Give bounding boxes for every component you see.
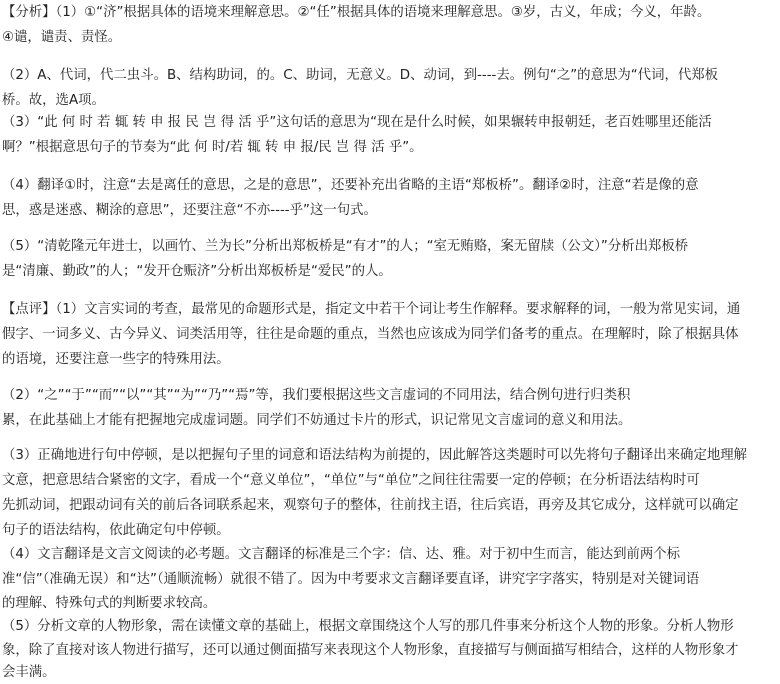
analysis-q5-line-2: 是“清廉、勤政”的人；“发开仓赈济”分析出郑板桥是“爱民”的人。 [2, 264, 392, 279]
comment-p3-line-3: 先抓动词，把跟动词有关的前后各词联系起来，观察句子的整体，往前找主语，往后宾语，再旁及其它成分，这样就可以确定 [2, 498, 739, 513]
comment-p5-line-2: 象，除了直接对该人物进行描写，还可以通过侧面描写来表现这个人物形象，直接描写与侧面描写相结合，这样的人物形象才 [2, 643, 739, 658]
analysis-q2-line-1: （2）A、代词，代二虫斗。B、结构助词，的。C、助词，无意义。D、动词，到----去。例句“之”的意思为“代词，代郑板 [2, 68, 719, 83]
analysis-q1-line-2: ④谴，谴责、责怪。 [2, 30, 122, 45]
comment-p4-line-3: 的理解、特殊句式的判断要求较高。 [2, 596, 217, 611]
comment-p4-line-1: （4）文言翻译是文言文阅读的必考题。文言翻译的标准是三个字：信、达、雅。对于初中生而言，能达到前两个标 [2, 547, 681, 562]
comment-p1-line-2: 假字、一词多义、古今异义、词类活用等，往往是命题的重点，当然也应该成为同学们备考的重点。在理解时，除了根据具体 [2, 327, 739, 342]
comment-p3-line-1: （3）正确地进行句中停顿，是以把握句子里的词意和语法结构为前提的，因此解答这类题时可以先将句子翻译出来确定地理解 [2, 448, 747, 463]
analysis-q4-line-2: 思，惑是迷惑、糊涂的意思”，还要注意“不亦----乎”这一句式。 [2, 203, 377, 218]
analysis-q2-line-2: 桥。故，选A项。 [2, 93, 105, 108]
comment-p3-line-4: 句子的语法结构，依此确定句中停顿。 [2, 523, 230, 538]
analysis-q1-line-1: 【分析】（1）①“济”根据具体的语境来理解意思。②“任”根据具体的语境来理解意思。③岁，古义，年成；今义，年龄。 [2, 5, 711, 20]
comment-p1-line-1: 【点评】（1）文言实词的考查，最常见的命题形式是，指定文中若干个词让考生作解释。要求解释的词，一般为常见实词，通 [2, 302, 741, 317]
comment-p5-line-1: （5）分析文章的人物形象，需在读懂文章的基础上，根据文章围绕这个人写的那几件事来分析这个人物的形象。分析人物形 [2, 619, 734, 634]
comment-p5-line-3: 会丰满。 [2, 665, 56, 680]
comment-p2-line-2: 累，在此基础上才能有把握地完成虚词题。同学们不妨通过卡片的形式，识记常见文言虚词的意义和用法。 [2, 413, 632, 428]
analysis-q3-line-1: （3）“此 何 时 若 辄 转 申 报 民 岂 得 活 乎”这句话的意思为“现在是什么时候，如果辗转申报朝廷，老百姓哪里还能活 [2, 115, 712, 130]
analysis-q3-line-2: 啊？”根据意思句子的节奏为“此 何 时/若 辄 转 申 报/民 岂 得 活 乎”。 [2, 140, 423, 155]
analysis-q4-line-1: （4）翻译①时，注意“去是离任的意思，之是的意思”，还要补充出省略的主语“郑板桥”。翻译②时，注意“若是像的意 [2, 178, 699, 193]
comment-p3-line-2: 文意，把意思结合紧密的文字，看成一个“意义单位”，“单位”与“单位”之间往往需要一定的停顿；在分析语法结构时可 [2, 473, 700, 488]
comment-p4-line-2: 准“信”（准确无误）和“达”（通顺流畅）就很不错了。因为中考要求文言翻译要直译，讲究字字落实，特别是对关键词语 [2, 572, 700, 587]
analysis-q5-line-1: （5）“清乾隆元年进士，以画竹、兰为长”分析出郑板桥是“有才”的人；“室无贿赂，案无留牍（公文）”分析出郑板桥 [2, 239, 689, 254]
comment-p1-line-3: 的语境，还要注意一些字的特殊用法。 [2, 352, 230, 367]
comment-p2-line-1: （2）“之”“于”“而”“以”“其”“为”“乃”“焉”等，我们要根据这些文言虚词的不同用法，结合例句进行归类积 [2, 388, 631, 403]
